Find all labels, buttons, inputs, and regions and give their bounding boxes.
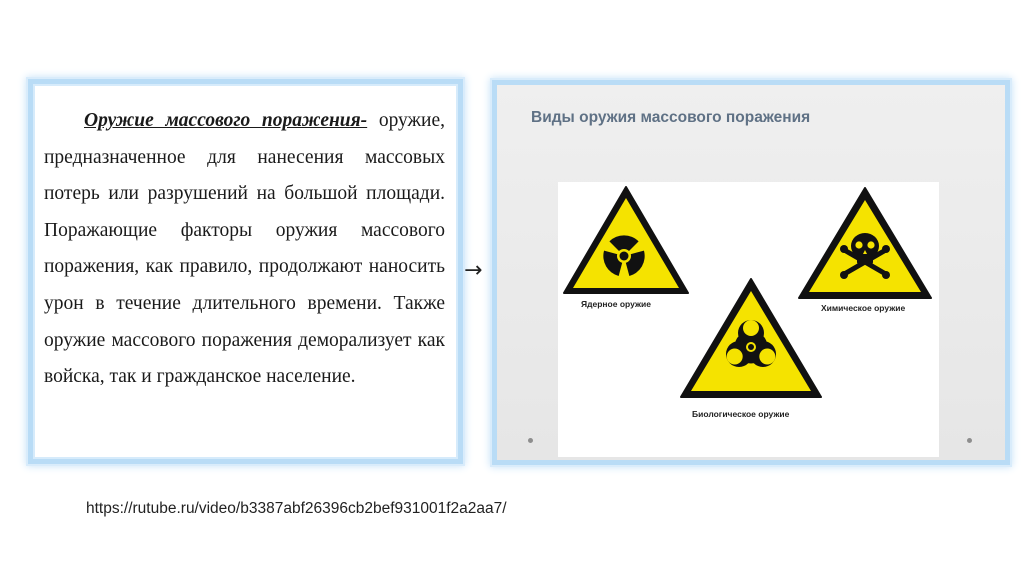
right-arrow-icon: →: [464, 258, 483, 283]
definition-body: оружие, предназначенное для нанесения массовых потерь или разрушений на большой площади. Поражающие факторы оружия массового поражения, как правило, продолжают наносить урон в течение длительного времени. Также оружие массового поражения деморализует как войска, так и гражданское население.: [44, 110, 445, 388]
decor-dot: [967, 438, 972, 443]
weapons-image: [492, 80, 1010, 465]
biohazard-icon: [678, 277, 824, 400]
image-title: Виды оружия массового поражения: [531, 109, 811, 126]
signs-panel: [558, 182, 939, 457]
definition-box: [28, 79, 463, 464]
definition-text: [44, 103, 445, 396]
biological-weapon-label: Биологическое оружие: [692, 409, 790, 419]
definition-term: Оружие массового поражения-: [84, 110, 368, 131]
nuclear-weapon-label: Ядерное оружие: [581, 299, 651, 309]
source-link[interactable]: https://rutube.ru/video/b3387abf26396cb2bef931001f2a2aa7/: [86, 500, 507, 517]
radiation-icon: [561, 184, 691, 296]
image-slide: [497, 85, 1005, 460]
decor-dot: [528, 438, 533, 443]
chemical-weapon-label: Химическое оружие: [821, 303, 906, 313]
